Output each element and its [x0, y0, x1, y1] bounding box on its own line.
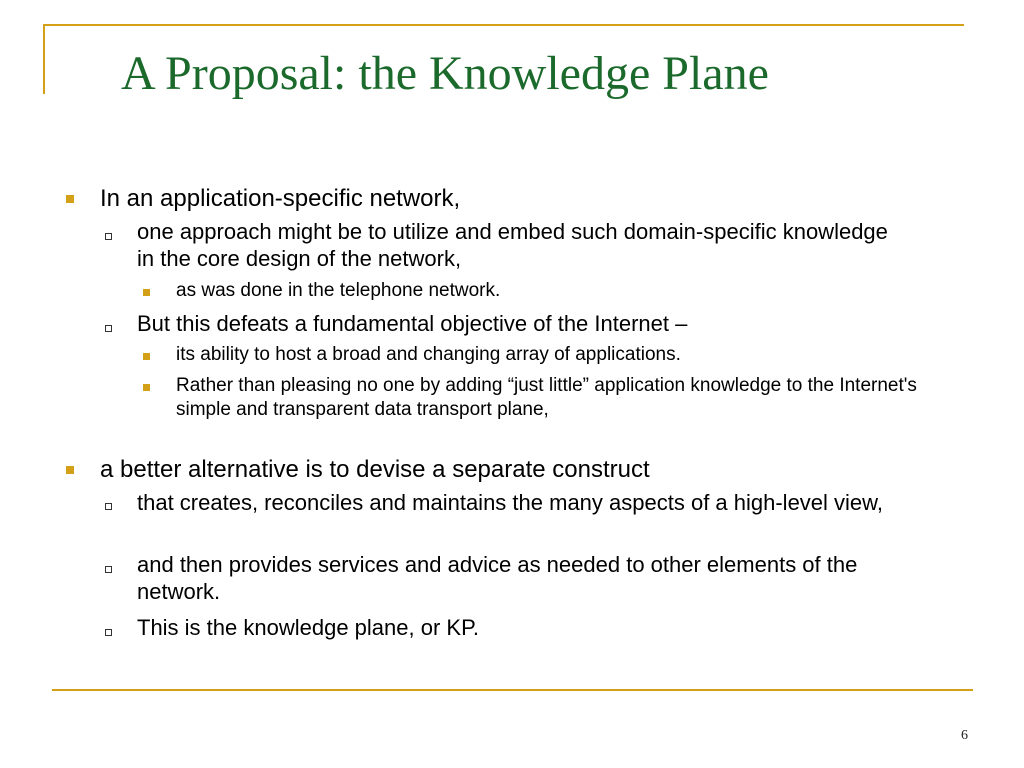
- bullet-level2: [137, 489, 912, 516]
- bullet-level2: [137, 551, 887, 605]
- bullet-level3: [176, 279, 916, 303]
- square-bullet-icon: [66, 195, 74, 203]
- bullet-text: its ability to host a broad and changing array of applications.: [176, 344, 681, 365]
- slide-title: A Proposal: the Knowledge Plane: [121, 47, 769, 100]
- bullet-level3: [176, 343, 936, 367]
- bullet-text: that creates, reconciles and maintains the many aspects of a high-level view,: [137, 490, 883, 515]
- footer-rule: [52, 689, 973, 691]
- bullet-text: This is the knowledge plane, or KP.: [137, 615, 480, 640]
- bullet-level1: [100, 455, 940, 484]
- bullet-text: as was done in the telephone network.: [176, 280, 501, 301]
- bullet-text: one approach might be to utilize and embed such domain-specific knowledge in the core design of the network,: [137, 219, 888, 271]
- bullet-level2: [137, 218, 897, 272]
- square-bullet-icon: [143, 289, 150, 296]
- frame-left-rule: [43, 24, 45, 94]
- hollow-square-bullet-icon: [105, 566, 112, 573]
- bullet-text: Rather than pleasing no one by adding “just little” application knowledge to the Internet's simple and transparent data transport plane,: [176, 375, 917, 420]
- bullet-level3: [176, 374, 921, 422]
- bullet-level1: [100, 184, 940, 213]
- hollow-square-bullet-icon: [105, 503, 112, 510]
- page-number: 6: [961, 728, 968, 743]
- frame-top-rule: [43, 24, 964, 26]
- hollow-square-bullet-icon: [105, 629, 112, 636]
- bullet-text: a better alternative is to devise a separate construct: [100, 456, 650, 483]
- bullet-level2: [137, 310, 917, 337]
- bullet-level2: [137, 614, 897, 641]
- square-bullet-icon: [143, 384, 150, 391]
- square-bullet-icon: [143, 353, 150, 360]
- square-bullet-icon: [66, 466, 74, 474]
- hollow-square-bullet-icon: [105, 325, 112, 332]
- bullet-text: and then provides services and advice as needed to other elements of the network.: [137, 552, 858, 604]
- bullet-text: In an application-specific network,: [100, 185, 461, 212]
- bullet-text: But this defeats a fundamental objective of the Internet –: [137, 311, 688, 336]
- hollow-square-bullet-icon: [105, 233, 112, 240]
